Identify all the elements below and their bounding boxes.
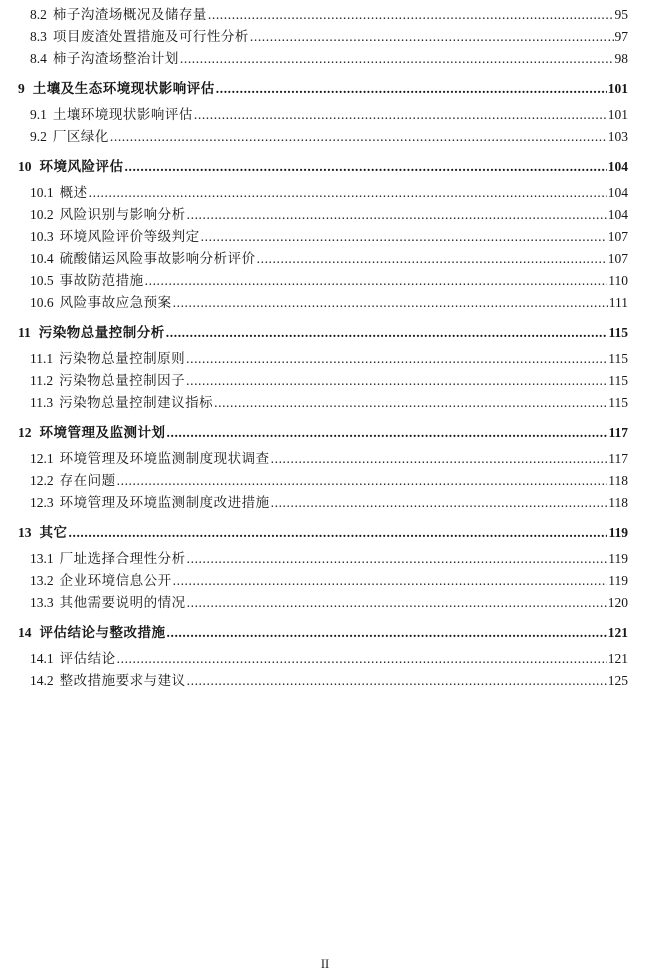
toc-entry-number: 13.3 <box>30 595 54 610</box>
toc-entry-title: 环境风险评价等级判定 <box>59 229 200 244</box>
toc-entry-title: 柿子沟渣场概况及储存量 <box>52 7 207 22</box>
toc-entry[interactable] <box>18 548 628 570</box>
toc-entry-page-number: 121 <box>607 651 628 666</box>
toc-entry-page-number: 110 <box>608 273 628 288</box>
toc-entry-page-number: 107 <box>607 229 628 244</box>
toc-entry-number: 10.2 <box>30 207 54 222</box>
toc-entry-page-number: 115 <box>608 351 628 366</box>
toc-entry[interactable] <box>18 204 628 226</box>
dot-leader <box>216 78 607 100</box>
dot-leader <box>187 548 608 570</box>
dot-leader <box>187 204 607 226</box>
toc-entry[interactable] <box>18 492 628 514</box>
toc-entry-page-number: 121 <box>607 625 628 640</box>
toc-entry-number: 11.1 <box>30 351 54 366</box>
dot-leader <box>167 422 608 444</box>
toc-entry[interactable] <box>18 522 628 544</box>
toc-entry-page-number: 118 <box>608 473 628 488</box>
toc-entry[interactable] <box>18 182 628 204</box>
toc-entry-page-number: 120 <box>607 595 628 610</box>
toc-entry-title: 整改措施要求与建议 <box>59 673 186 688</box>
toc-entry-number: 9.2 <box>30 129 47 144</box>
toc-entry-number: 8.3 <box>30 29 47 44</box>
toc-entry-title: 概述 <box>59 185 88 200</box>
toc-entry-title: 柿子沟渣场整治计划 <box>52 51 179 66</box>
table-of-contents <box>18 4 628 692</box>
dot-leader <box>173 292 608 314</box>
toc-entry[interactable] <box>18 226 628 248</box>
toc-entry[interactable] <box>18 570 628 592</box>
dot-leader <box>173 570 608 592</box>
toc-entry-page-number: 119 <box>608 525 628 540</box>
toc-entry-page-number: 97 <box>614 29 628 44</box>
toc-entry-number: 14.1 <box>30 651 54 666</box>
dot-leader <box>117 648 607 670</box>
dot-leader <box>271 448 608 470</box>
toc-entry-page-number: 101 <box>607 81 628 96</box>
toc-entry-title: 环境管理及监测计划 <box>39 425 166 440</box>
toc-entry-number: 8.4 <box>30 51 47 66</box>
toc-entry-title: 污染物总量控制建议指标 <box>59 395 214 410</box>
toc-entry-title: 风险识别与影响分析 <box>59 207 186 222</box>
toc-entry-page-number: 104 <box>607 159 628 174</box>
toc-entry-page-number: 107 <box>607 251 628 266</box>
toc-entry-number: 14 <box>18 625 32 640</box>
toc-entry-number: 10.4 <box>30 251 54 266</box>
toc-entry[interactable] <box>18 248 628 270</box>
dot-leader <box>271 492 608 514</box>
toc-entry-title: 厂区绿化 <box>52 129 109 144</box>
toc-entry-number: 9 <box>18 81 25 96</box>
toc-entry-number: 10.3 <box>30 229 54 244</box>
toc-entry[interactable] <box>18 322 628 344</box>
toc-entry-number: 11.3 <box>30 395 54 410</box>
toc-entry[interactable] <box>18 622 628 644</box>
toc-entry-page-number: 104 <box>607 207 628 222</box>
toc-entry[interactable] <box>18 592 628 614</box>
toc-entry-title: 其它 <box>39 525 68 540</box>
toc-entry-page-number: 115 <box>608 395 628 410</box>
footer-page-number: II <box>320 957 330 971</box>
toc-entry[interactable] <box>18 4 628 26</box>
toc-entry-title: 硫酸储运风险事故影响分析评价 <box>59 251 256 266</box>
toc-entry-title: 评估结论 <box>59 651 116 666</box>
toc-entry[interactable] <box>18 348 628 370</box>
dot-leader <box>89 182 607 204</box>
toc-entry-number: 10.5 <box>30 273 54 288</box>
dot-leader <box>69 522 608 544</box>
toc-entry-number: 12.2 <box>30 473 54 488</box>
toc-entry-title: 其他需要说明的情况 <box>59 595 186 610</box>
toc-entry-title: 污染物总量控制原则 <box>59 351 186 366</box>
toc-entry-title: 环境风险评估 <box>39 159 124 174</box>
toc-entry-page-number: 101 <box>607 107 628 122</box>
toc-entry[interactable] <box>18 126 628 148</box>
toc-entry-title: 土壤环境现状影响评估 <box>52 107 193 122</box>
toc-entry-title: 环境管理及环境监测制度现状调查 <box>59 451 270 466</box>
dot-leader <box>201 226 607 248</box>
toc-entry-page-number: 98 <box>614 51 628 66</box>
toc-entry-number: 11.2 <box>30 373 54 388</box>
toc-entry-title: 污染物总量控制因子 <box>59 373 186 388</box>
toc-entry-title: 环境管理及环境监测制度改进措施 <box>59 495 270 510</box>
toc-entry[interactable] <box>18 78 628 100</box>
toc-entry-title: 风险事故应急预案 <box>59 295 172 310</box>
dot-leader <box>145 270 608 292</box>
toc-entry[interactable] <box>18 448 628 470</box>
dot-leader <box>214 392 607 414</box>
toc-entry-page-number: 118 <box>608 495 628 510</box>
toc-entry-title: 项目废渣处置措施及可行性分析 <box>52 29 249 44</box>
toc-entry-title: 评估结论与整改措施 <box>39 625 166 640</box>
toc-entry[interactable] <box>18 48 628 70</box>
toc-entry-number: 10.1 <box>30 185 54 200</box>
dot-leader <box>167 622 607 644</box>
dot-leader <box>194 104 607 126</box>
toc-entry-page-number: 111 <box>608 295 628 310</box>
dot-leader <box>250 26 614 48</box>
toc-entry-number: 12.3 <box>30 495 54 510</box>
toc-entry-page-number: 117 <box>608 425 628 440</box>
toc-entry[interactable] <box>18 392 628 414</box>
toc-entry[interactable] <box>18 156 628 178</box>
toc-entry[interactable] <box>18 370 628 392</box>
toc-entry-page-number: 115 <box>608 373 628 388</box>
toc-entry[interactable] <box>18 292 628 314</box>
dot-leader <box>187 592 607 614</box>
toc-entry-number: 12 <box>18 425 32 440</box>
dot-leader <box>186 370 607 392</box>
toc-entry-number: 13 <box>18 525 32 540</box>
toc-entry-title: 企业环境信息公开 <box>59 573 172 588</box>
toc-entry[interactable] <box>18 670 628 692</box>
toc-entry-title: 污染物总量控制分析 <box>38 325 165 340</box>
toc-entry-number: 12.1 <box>30 451 54 466</box>
toc-entry-page-number: 125 <box>607 673 628 688</box>
toc-entry[interactable] <box>18 648 628 670</box>
toc-entry[interactable] <box>18 104 628 126</box>
toc-entry[interactable] <box>18 26 628 48</box>
toc-entry[interactable] <box>18 470 628 492</box>
toc-entry-title: 土壤及生态环境现状影响评估 <box>32 81 215 96</box>
toc-entry-page-number: 103 <box>607 129 628 144</box>
toc-entry-page-number: 115 <box>608 325 628 340</box>
toc-entry-title: 存在问题 <box>59 473 116 488</box>
dot-leader <box>187 670 607 692</box>
toc-entry-number: 9.1 <box>30 107 47 122</box>
dot-leader <box>208 4 614 26</box>
toc-entry-page-number: 104 <box>607 185 628 200</box>
toc-entry-number: 11 <box>18 325 31 340</box>
toc-entry-page-number: 119 <box>608 551 628 566</box>
toc-entry-number: 13.2 <box>30 573 54 588</box>
dot-leader <box>257 248 607 270</box>
toc-entry-number: 8.2 <box>30 7 47 22</box>
toc-entry-page-number: 95 <box>614 7 628 22</box>
dot-leader <box>186 348 607 370</box>
toc-entry-number: 14.2 <box>30 673 54 688</box>
dot-leader <box>125 156 607 178</box>
toc-entry[interactable] <box>18 270 628 292</box>
dot-leader <box>110 126 607 148</box>
page-footer <box>0 957 650 972</box>
toc-entry-number: 10 <box>18 159 32 174</box>
dot-leader <box>117 470 608 492</box>
dot-leader <box>166 322 608 344</box>
toc-entry-title: 厂址选择合理性分析 <box>59 551 186 566</box>
toc-entry-number: 10.6 <box>30 295 54 310</box>
toc-entry-page-number: 117 <box>608 451 628 466</box>
toc-entry[interactable] <box>18 422 628 444</box>
toc-entry-page-number: 119 <box>608 573 628 588</box>
toc-entry-number: 13.1 <box>30 551 54 566</box>
dot-leader <box>180 48 614 70</box>
toc-entry-title: 事故防范措施 <box>59 273 144 288</box>
